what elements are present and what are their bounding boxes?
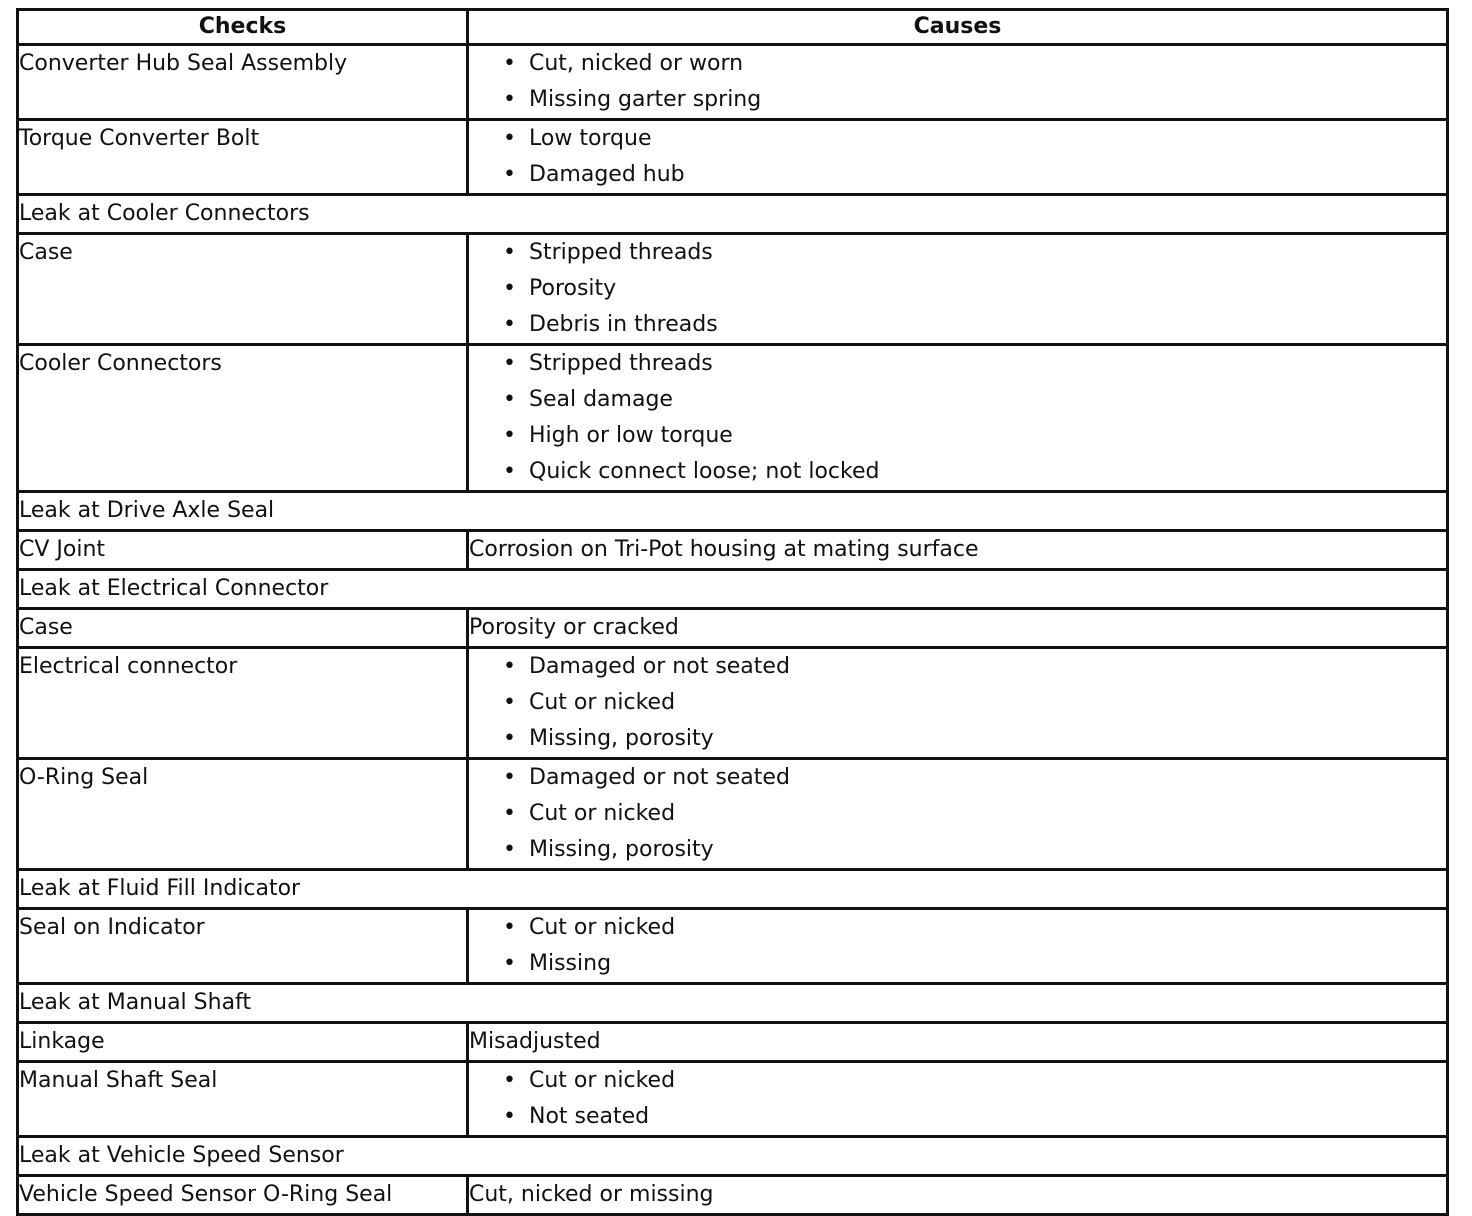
group-row	[18, 984, 1448, 1023]
cause-item: • Missing	[503, 946, 1446, 982]
table-row	[18, 234, 1448, 345]
cause-cell: Misadjusted	[468, 1023, 1448, 1062]
cause-item: • Cut or nicked	[503, 1063, 1446, 1099]
check-cell: Manual Shaft Seal	[18, 1062, 468, 1137]
check-cell: Case	[18, 234, 468, 345]
cause-item: • Stripped threads	[503, 235, 1446, 271]
causes-cell	[468, 909, 1448, 984]
check-cell: Case	[18, 609, 468, 648]
check-cell: Converter Hub Seal Assembly	[18, 45, 468, 120]
cause-item: • Missing garter spring	[503, 82, 1446, 118]
table-row	[18, 1023, 1448, 1062]
group-row	[18, 492, 1448, 531]
check-cell: Seal on Indicator	[18, 909, 468, 984]
check-cell: Linkage	[18, 1023, 468, 1062]
table-row	[18, 1176, 1448, 1215]
cause-item: • Not seated	[503, 1099, 1446, 1135]
cause-item: • Seal damage	[503, 382, 1446, 418]
causes-list	[469, 346, 1446, 490]
group-heading: Leak at Drive Axle Seal	[18, 492, 1448, 531]
check-cell: O-Ring Seal	[18, 759, 468, 870]
checks-column-header: Checks	[18, 10, 468, 45]
causes-cell	[468, 120, 1448, 195]
cause-item: • Damaged hub	[503, 157, 1446, 193]
causes-cell	[468, 45, 1448, 120]
causes-list	[469, 760, 1446, 868]
cause-item: • Cut, nicked or worn	[503, 46, 1446, 82]
cause-item: • Cut or nicked	[503, 796, 1446, 832]
cause-item: • Missing, porosity	[503, 832, 1446, 868]
cause-item: • Stripped threads	[503, 346, 1446, 382]
checks-causes-table	[16, 8, 1449, 1216]
causes-list	[469, 1063, 1446, 1135]
group-heading: Leak at Manual Shaft	[18, 984, 1448, 1023]
table-row	[18, 759, 1448, 870]
group-row	[18, 870, 1448, 909]
cause-item: • Damaged or not seated	[503, 760, 1446, 796]
cause-item: • Missing, porosity	[503, 721, 1446, 757]
table-row	[18, 345, 1448, 492]
table-header-row	[18, 10, 1448, 45]
group-heading: Leak at Cooler Connectors	[18, 195, 1448, 234]
causes-cell	[468, 648, 1448, 759]
causes-cell	[468, 759, 1448, 870]
table-row	[18, 120, 1448, 195]
table-row	[18, 648, 1448, 759]
group-row	[18, 570, 1448, 609]
group-heading: Leak at Vehicle Speed Sensor	[18, 1137, 1448, 1176]
causes-cell	[468, 345, 1448, 492]
cause-item: • Low torque	[503, 121, 1446, 157]
group-heading: Leak at Electrical Connector	[18, 570, 1448, 609]
cause-cell: Cut, nicked or missing	[468, 1176, 1448, 1215]
check-cell: Vehicle Speed Sensor O-Ring Seal	[18, 1176, 468, 1215]
group-row	[18, 195, 1448, 234]
causes-cell	[468, 1062, 1448, 1137]
group-heading: Leak at Fluid Fill Indicator	[18, 870, 1448, 909]
causes-list	[469, 46, 1446, 118]
cause-item: • Porosity	[503, 271, 1446, 307]
cause-item: • Cut or nicked	[503, 685, 1446, 721]
cause-cell: Porosity or cracked	[468, 609, 1448, 648]
table-row	[18, 1062, 1448, 1137]
cause-cell: Corrosion on Tri-Pot housing at mating surface	[468, 531, 1448, 570]
cause-item: • High or low torque	[503, 418, 1446, 454]
document-page	[16, 8, 1446, 1216]
check-cell: Electrical connector	[18, 648, 468, 759]
table-row	[18, 45, 1448, 120]
table-row	[18, 531, 1448, 570]
causes-column-header: Causes	[468, 10, 1448, 45]
causes-list	[469, 235, 1446, 343]
group-row	[18, 1137, 1448, 1176]
cause-item: • Cut or nicked	[503, 910, 1446, 946]
cause-item: • Damaged or not seated	[503, 649, 1446, 685]
causes-list	[469, 910, 1446, 982]
check-cell: CV Joint	[18, 531, 468, 570]
check-cell: Cooler Connectors	[18, 345, 468, 492]
causes-cell	[468, 234, 1448, 345]
causes-list	[469, 121, 1446, 193]
cause-item: • Debris in threads	[503, 307, 1446, 343]
cause-item: • Quick connect loose; not locked	[503, 454, 1446, 490]
causes-list	[469, 649, 1446, 757]
check-cell: Torque Converter Bolt	[18, 120, 468, 195]
table-row	[18, 909, 1448, 984]
table-body	[18, 45, 1448, 1215]
table-row	[18, 609, 1448, 648]
